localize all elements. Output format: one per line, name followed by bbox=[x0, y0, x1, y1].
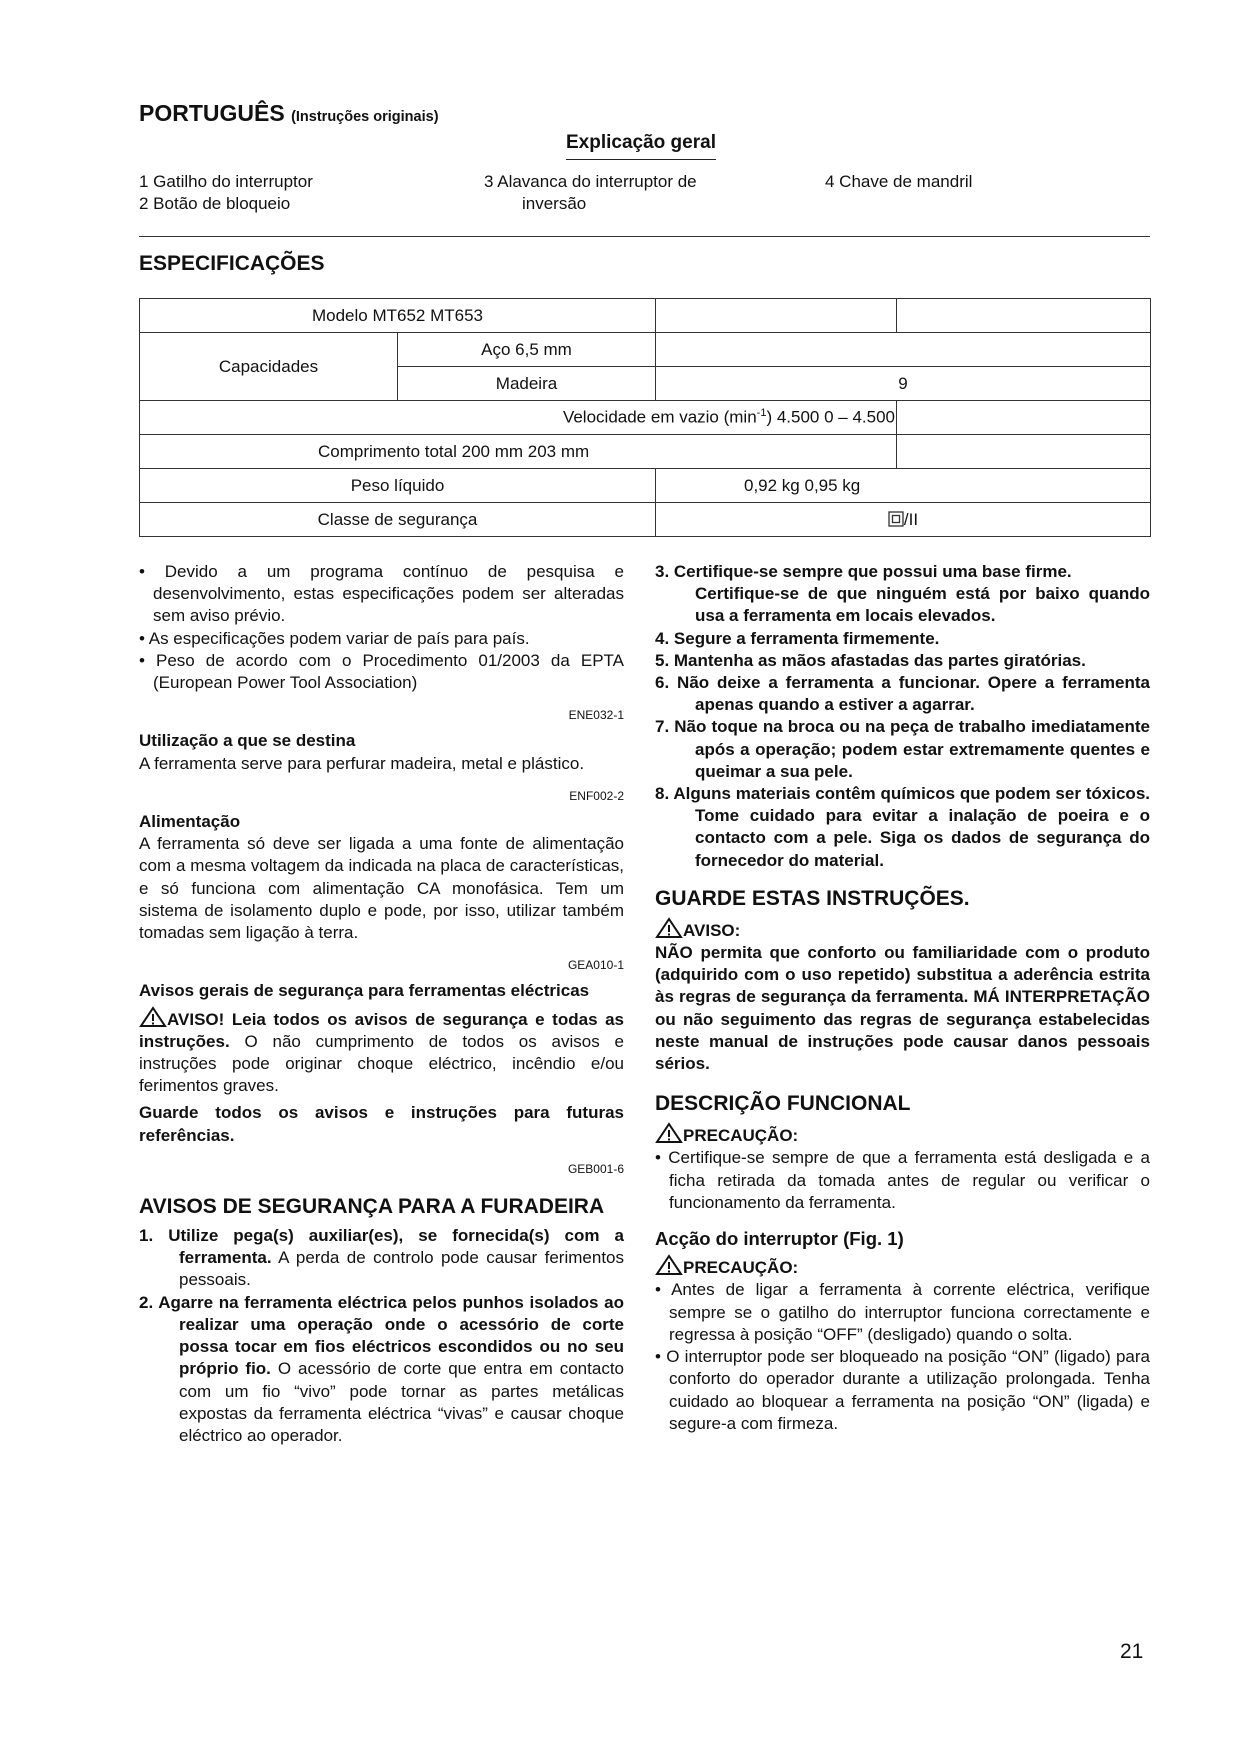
switch-heading: Acção do interruptor (Fig. 1) bbox=[655, 1228, 904, 1250]
double-insulation-icon bbox=[888, 511, 904, 527]
spec-class-value: /II bbox=[656, 503, 1151, 537]
doc-code: GEA010-1 bbox=[567, 958, 624, 973]
spec-table bbox=[139, 298, 1151, 537]
parts-column-3 bbox=[825, 171, 972, 193]
spec-wood: Madeira bbox=[398, 367, 656, 401]
safety-item: 8. Alguns materiais contêm químicos que podem ser tóxicos. Tome cuidado para evitar a inalação de poeira e o contacto com a pele. Siga os dados de segurança do fornecedor do material. bbox=[655, 784, 1150, 870]
save-heading: GUARDE ESTAS INSTRUÇÕES. bbox=[655, 886, 970, 910]
general-warning: AVISO! Leia todos os avisos de segurança e todas as instruções. O não cumprimento de todos os avisos e instruções pode originar choque eléctrico, incêndio e/ou ferimentos graves. bbox=[139, 1006, 624, 1098]
page-title bbox=[139, 100, 439, 127]
spec-cell bbox=[656, 333, 1151, 367]
safety-item: Certifique-se de que ninguém está por baixo quando usa a ferramenta em locais elevados. bbox=[695, 584, 1150, 626]
section-title: Explicação geral bbox=[566, 132, 716, 160]
spec-model: Modelo MT652 MT653 bbox=[140, 299, 656, 333]
caution-label: PRECAUÇÃO: bbox=[655, 1254, 1150, 1279]
spec-speed: Velocidade em vazio $(\min^{-1})$ 4.500 0 – 4.500 bbox=[140, 401, 897, 435]
warning-text: NÃO permita que conforto ou familiaridade com o produto (adquirido com o uso repetido) substitua a aderência estrita às regras de segurança da ferramenta. MÁ INTERPRETAÇÃO ou não seguimento das regras de segurança estabelecidas neste manual de instruções pode causar danos pessoais sérios. bbox=[655, 943, 1150, 1074]
spec-heading: ESPECIFICAÇÕES bbox=[139, 252, 325, 275]
safety-item: 2. Agarre na ferramenta eléctrica pelos punhos isolados ao realizar uma operação onde o acessório de corte possa tocar em fios eléctricos escondidos ou no seu próprio fio. O acessório de corte que entra em contacto com um fio “vivo” pode tornar as partes metálicas expostas da ferramenta eléctrica “vivas” e causar choque eléctrico ao operador. bbox=[139, 1292, 624, 1445]
left-column bbox=[139, 561, 624, 1447]
doc-code: ENE032-1 bbox=[568, 708, 624, 723]
part-item: 4 Chave de mandril bbox=[825, 172, 973, 191]
power-heading: Alimentação bbox=[139, 812, 241, 832]
spec-class: Classe de segurança bbox=[140, 503, 656, 537]
safety-item: 6. Não deixe a ferramenta a funcionar. Opere a ferramenta apenas quando a estiver a agarrar. bbox=[655, 673, 1150, 715]
caution-item: • Antes de ligar a ferramenta à corrente eléctrica, verifique sempre se o gatilho do interruptor funciona correctamente e regressa à posição “OFF” (desligado) quando o solta. bbox=[655, 1280, 1150, 1344]
safety-item: 7. Não toque na broca ou na peça de trabalho imediatamente após a operação; podem estar extremamente quentes e queimar a sua pele. bbox=[655, 717, 1150, 781]
right-column bbox=[655, 561, 1150, 1435]
caution-item: • O interruptor pode ser bloqueado na posição “ON” (ligado) para conforto do operador durante a utilização prolongada. Tenha cuidado ao bloquear a ferramenta na posição “ON” (ligada) e segure-a com firmeza. bbox=[655, 1347, 1150, 1433]
safety-item: 3. Certifique-se sempre que possui uma base firme. bbox=[655, 562, 1072, 581]
doc-code: GEB001-6 bbox=[567, 1161, 624, 1176]
spec-length: Comprimento total 200 mm 203 mm bbox=[140, 435, 897, 469]
safety-item: 5. Mantenha as mãos afastadas das partes giratórias. bbox=[655, 650, 1086, 670]
doc-code: ENF002-2 bbox=[569, 788, 624, 803]
page-number: 21 bbox=[1120, 1640, 1144, 1663]
warning-icon bbox=[139, 1006, 167, 1028]
use-text: A ferramenta serve para perfurar madeira, metal e plástico. bbox=[139, 753, 585, 773]
caution-label: PRECAUÇÃO: bbox=[655, 1122, 1150, 1147]
part-item: 1 Gatilho do interruptor bbox=[139, 172, 313, 191]
spec-capacities: Capacidades bbox=[140, 333, 398, 401]
power-text: A ferramenta só deve ser ligada a uma fonte de alimentação com a mesma voltagem da indicada na placa de características, e só funciona com alimentação CA monofásica. Tem um sistema de isolamento duplo e pode, por isso, utilizar também tomadas sem ligação à terra. bbox=[139, 834, 624, 943]
use-heading: Utilização a que se destina bbox=[139, 731, 356, 751]
part-item: inversão bbox=[522, 194, 587, 213]
spec-weight: Peso líquido bbox=[140, 469, 656, 503]
divider bbox=[139, 236, 1150, 237]
warning-icon bbox=[655, 917, 683, 939]
drill-heading: AVISOS DE SEGURANÇA PARA A FURADEIRA bbox=[139, 1195, 605, 1219]
spec-cell bbox=[897, 299, 1151, 333]
spec-cell bbox=[656, 299, 897, 333]
part-item: 2 Botão de bloqueio bbox=[139, 194, 291, 213]
warning-icon bbox=[655, 1254, 683, 1276]
warning-label: AVISO: bbox=[655, 917, 1150, 942]
note-item: • Devido a um programa contínuo de pesquisa e desenvolvimento, estas especificações podem ser alteradas sem aviso prévio. bbox=[139, 562, 624, 626]
language-title: PORTUGUÊS bbox=[139, 100, 285, 126]
safety-item: 1. Utilize pega(s) auxiliar(es), se fornecida(s) com a ferramenta. A perda de controlo pode causar ferimentos pessoais. bbox=[139, 1226, 624, 1290]
spec-steel: Aço 6,5 mm bbox=[398, 333, 656, 367]
spec-weight-value: 0,92 kg 0,95 kg bbox=[656, 469, 1151, 503]
spec-cell bbox=[897, 435, 1151, 469]
parts-column-2 bbox=[484, 171, 697, 215]
spec-wood-value: 9 bbox=[656, 367, 1151, 401]
parts-column-1 bbox=[139, 171, 313, 215]
warning-icon bbox=[655, 1122, 683, 1144]
general-heading: Avisos gerais de segurança para ferramentas eléctricas bbox=[139, 981, 590, 1001]
safety-item: 4. Segure a ferramenta firmemente. bbox=[655, 628, 940, 648]
spec-cell bbox=[897, 401, 1151, 435]
language-note: (Instruções originais) bbox=[291, 109, 439, 125]
note-item: • Peso de acordo com o Procedimento 01/2003 da EPTA (European Power Tool Association) bbox=[139, 650, 624, 693]
func-heading: DESCRIÇÃO FUNCIONAL bbox=[655, 1092, 911, 1116]
note-item: • As especificações podem variar de país para país. bbox=[139, 628, 530, 648]
caution-item: • Certifique-se sempre de que a ferramenta está desligada e a ficha retirada da tomada antes de regular ou verificar o funcionamento da ferramenta. bbox=[655, 1148, 1150, 1212]
keep-instructions: Guarde todos os avisos e instruções para futuras referências. bbox=[139, 1103, 624, 1145]
part-item: 3 Alavanca do interruptor de bbox=[484, 172, 697, 191]
